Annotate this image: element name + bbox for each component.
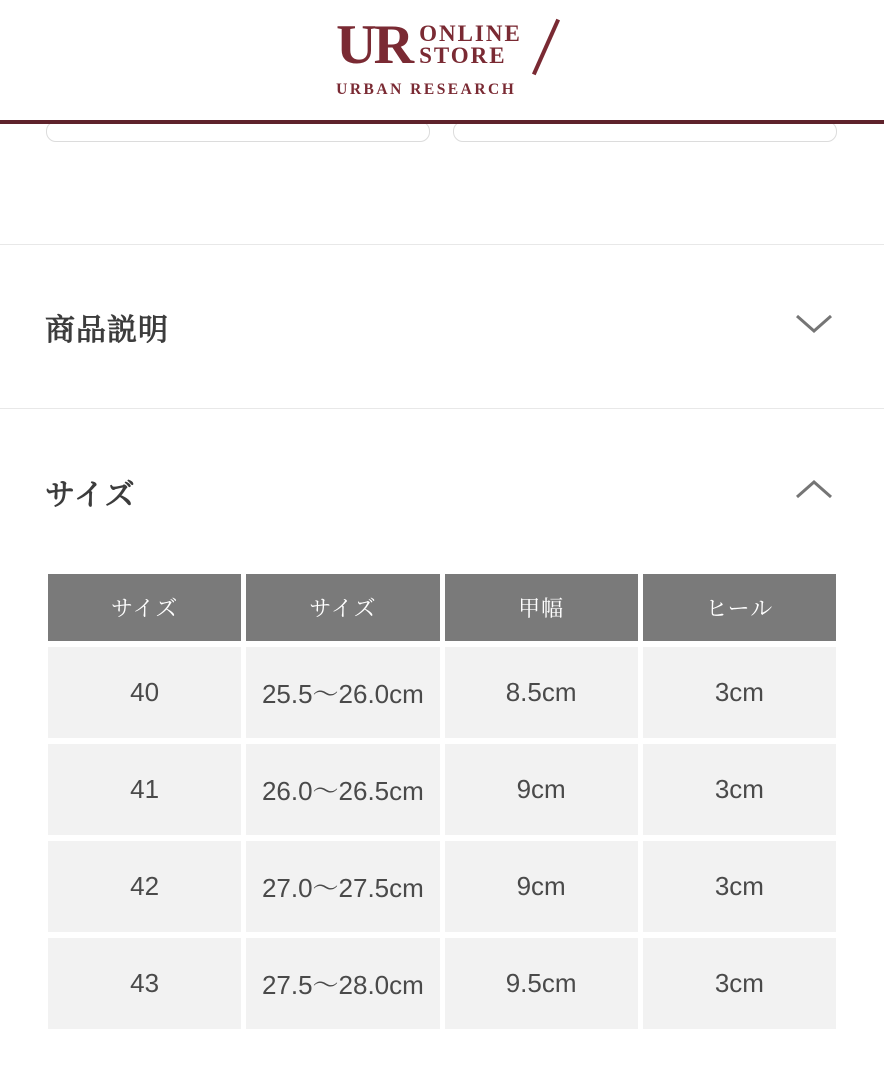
header-rule: [0, 120, 884, 124]
brand-store-lines: [419, 23, 522, 67]
section-title-size: サイズ: [45, 478, 136, 512]
section-product-description: [0, 245, 884, 408]
size-table-cell: 3cm: [643, 938, 836, 1029]
size-table-cell: 9cm: [445, 841, 638, 932]
accordion-header-size[interactable]: [0, 409, 884, 574]
brand-slash-mark: [532, 19, 560, 75]
size-table: [48, 574, 836, 1029]
truncated-button-left[interactable]: [46, 121, 430, 142]
brand-store-line1: ONLINE: [419, 21, 522, 46]
size-table-cell: 43: [48, 938, 241, 1029]
chevron-up-icon: [794, 478, 834, 505]
brand-logo[interactable]: [336, 14, 548, 99]
size-table-cell: 26.0〜26.5cm: [246, 744, 439, 835]
truncated-button-right[interactable]: [453, 121, 837, 142]
size-table-cell: 27.5〜28.0cm: [246, 938, 439, 1029]
size-table-cell: 40: [48, 647, 241, 738]
size-table-cell: 42: [48, 841, 241, 932]
cta-zone: [0, 124, 884, 244]
accordion-header-description[interactable]: [0, 245, 884, 408]
section-size: [0, 409, 884, 1029]
size-table-cell: 3cm: [643, 841, 836, 932]
brand-logo-top: [336, 14, 548, 77]
size-table-cell: 27.0〜27.5cm: [246, 841, 439, 932]
size-table-cell: 9.5cm: [445, 938, 638, 1029]
brand-initials: UR: [336, 14, 412, 76]
brand-subtitle: URBAN RESEARCH: [336, 81, 517, 98]
size-table-cell: 41: [48, 744, 241, 835]
size-table-header-cell: サイズ: [246, 574, 439, 641]
size-table-header-cell: ヒール: [643, 574, 836, 641]
size-table-header-cell: サイズ: [48, 574, 241, 641]
size-table-cell: 9cm: [445, 744, 638, 835]
section-title-description: 商品説明: [45, 313, 169, 347]
size-table-cell: 25.5〜26.0cm: [246, 647, 439, 738]
size-table-cell: 8.5cm: [445, 647, 638, 738]
site-header: [0, 0, 884, 120]
size-table-header-cell: 甲幅: [445, 574, 638, 641]
size-table-cell: 3cm: [643, 647, 836, 738]
size-table-cell: 3cm: [643, 744, 836, 835]
brand-store-line2: STORE: [419, 43, 507, 68]
chevron-down-icon: [794, 313, 834, 340]
